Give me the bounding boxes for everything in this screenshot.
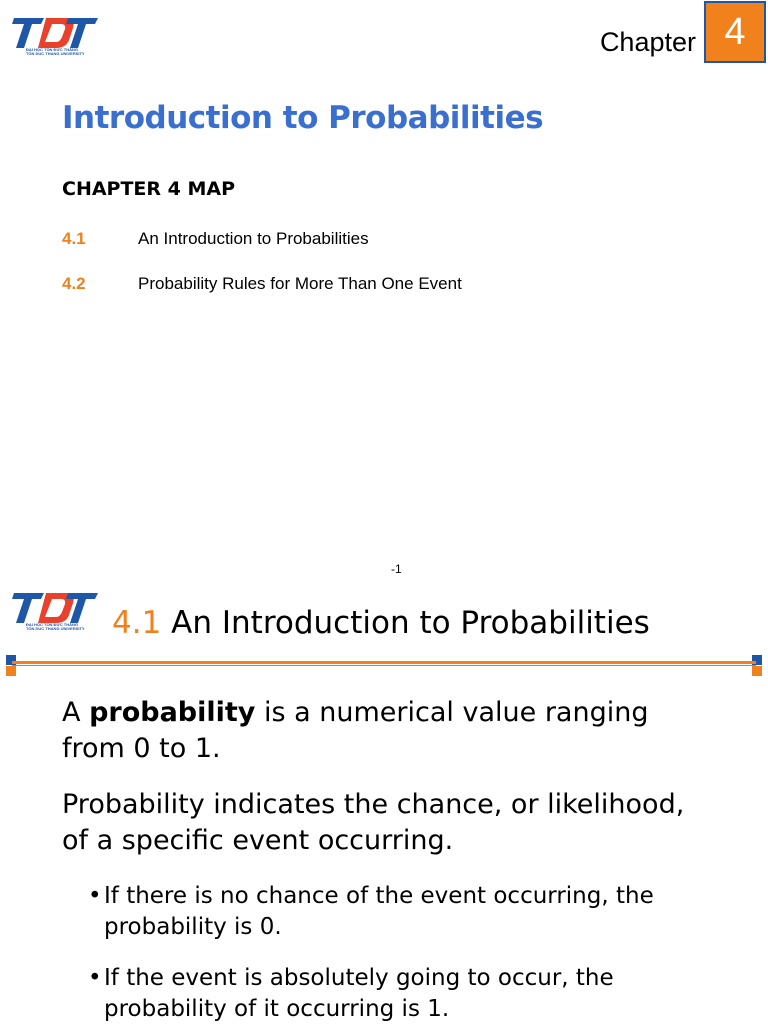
map-item-number: 4.1 bbox=[62, 229, 86, 248]
tdt-logo bbox=[10, 10, 100, 62]
map-item-number: 4.2 bbox=[62, 274, 86, 293]
title-rule-orange bbox=[12, 661, 756, 664]
definition-term: probability bbox=[89, 697, 256, 728]
page-number: -1 bbox=[391, 562, 402, 576]
chapter-map-heading: CHAPTER 4 MAP bbox=[62, 178, 236, 200]
title-rule-blue bbox=[12, 665, 756, 666]
bullet-dot: • bbox=[88, 965, 102, 991]
definition-lead: A bbox=[62, 697, 90, 728]
section-number: 4.1 bbox=[112, 605, 162, 641]
chapter-number-badge: 4 bbox=[704, 1, 766, 63]
logo-subtitle-vn: ĐẠI HỌC TÔN ĐỨC THẮNG bbox=[26, 47, 78, 52]
bullet-item-zero bbox=[88, 881, 708, 943]
logo-subtitle-en: TON DUC THANG UNIVERSITY bbox=[26, 51, 85, 56]
bullet-text: If there is no chance of the event occurring, the probability is 0. bbox=[104, 883, 654, 940]
map-item-text: Probability Rules for More Than One Event bbox=[138, 274, 462, 293]
definition-paragraph bbox=[62, 695, 712, 767]
section-title-text: An Introduction to Probabilities bbox=[171, 605, 650, 641]
rule-square-left-orange bbox=[6, 666, 16, 676]
bullet-text: If the event is absolutely going to occur, the probability of it occurring is 1. bbox=[104, 965, 614, 1022]
logo-subtitle-vn: ĐẠI HỌC TÔN ĐỨC THẮNG bbox=[26, 622, 78, 627]
bullet-dot: • bbox=[88, 883, 102, 909]
logo-subtitle-en: TON DUC THANG UNIVERSITY bbox=[26, 626, 85, 631]
rule-square-right-orange bbox=[752, 666, 762, 676]
map-item-text: An Introduction to Probabilities bbox=[138, 229, 369, 248]
tdt-logo bbox=[10, 585, 100, 637]
slide-section-4-1 bbox=[0, 585, 768, 1024]
chapter-label: Chapter bbox=[599, 27, 696, 57]
bullet-item-one bbox=[88, 963, 708, 1024]
section-title bbox=[112, 605, 650, 641]
slide-title: Introduction to Probabilities bbox=[62, 100, 544, 136]
likelihood-paragraph: Probability indicates the chance, or likelihood, of a specific event occurring. bbox=[62, 789, 685, 856]
definition-rest: is a numerical value ranging from 0 to 1. bbox=[62, 697, 649, 764]
